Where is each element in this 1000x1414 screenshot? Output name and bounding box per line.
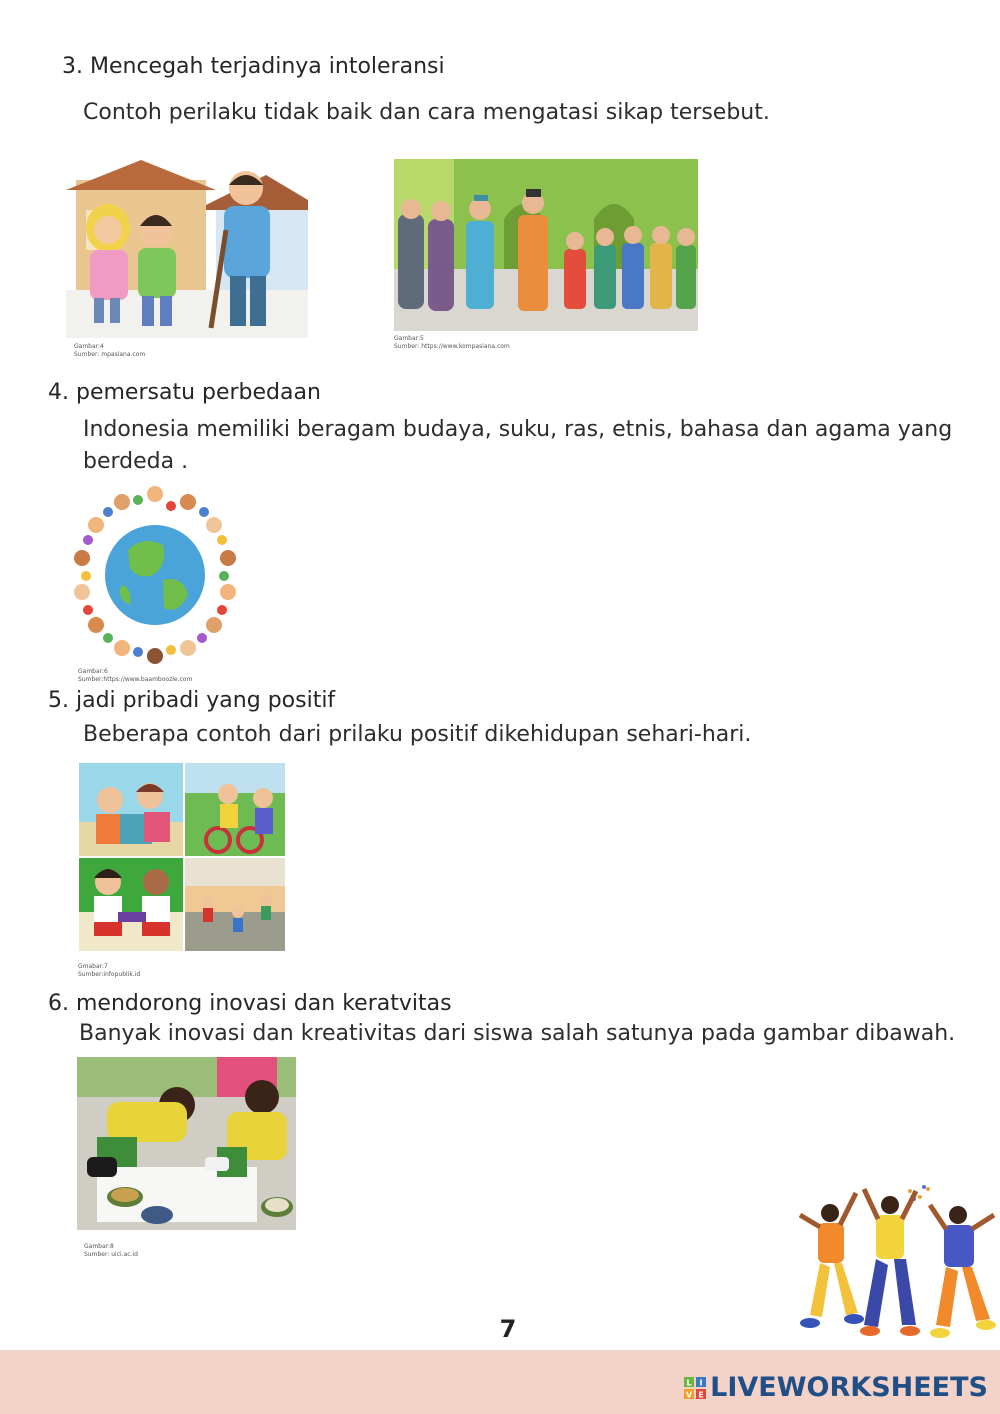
section-3-text: Contoh perilaku tidak baik dan cara mengatasi sikap tersebut. — [83, 100, 770, 125]
image-diverse-world — [68, 480, 242, 665]
figure-8-source: Sumber: uici.ac.id — [84, 1251, 138, 1258]
figure-6-label: Gambar:6 — [78, 668, 108, 675]
section-4-text: Indonesia memiliki beragam budaya, suku, ras, etnis, bahasa dan agama yang berdeda . — [83, 417, 953, 474]
brand-logo-area[interactable] — [684, 1372, 988, 1403]
svg-text:L: L — [686, 1378, 692, 1387]
svg-text:E: E — [698, 1390, 704, 1399]
figure-7-label: Gmabar:7 — [78, 963, 108, 970]
figure-7-source: Sumber:infopublik.id — [78, 971, 141, 978]
section-6-text: Banyak inovasi dan kreativitas dari siswa salah satunya pada gambar dibawah. — [79, 1021, 956, 1046]
section-3-heading: 3. Mencegah terjadinya intoleransi — [62, 54, 445, 79]
svg-text:V: V — [686, 1390, 693, 1399]
figure-8-label: Gambar:8 — [84, 1243, 114, 1250]
page-number: 7 — [499, 1315, 517, 1343]
section-5-text: Beberapa contoh dari prilaku positif dikehidupan sehari-hari. — [83, 722, 752, 747]
dancing-people-illustration — [790, 1185, 1000, 1345]
liveworksheets-logo-icon — [684, 1377, 706, 1399]
brand-name: LIVEWORKSHEETS — [710, 1372, 988, 1403]
section-5-heading: 5. jadi pribadi yang positif — [48, 688, 336, 713]
section-6-heading: 6. mendorong inovasi dan keratvitas — [48, 991, 452, 1016]
svg-text:I: I — [699, 1378, 703, 1387]
figure-5-label: Gambar:5 — [394, 335, 424, 342]
figure-4-label: Gambar:4 — [74, 343, 104, 350]
section-4-heading: 4. pemersatu perbedaan — [48, 380, 321, 405]
figure-6-source: Sumber:https://www.baamboozle.com — [78, 676, 193, 683]
image-positive-behavior-grid — [78, 762, 286, 952]
figure-5-source: Sumber: https://www.kompasiana.com — [394, 343, 510, 350]
image-greeting-scene — [394, 159, 698, 331]
image-intolerance-scene — [66, 160, 308, 338]
image-students-creativity — [77, 1057, 296, 1230]
figure-4-source: Sumber: mpasiana.com — [74, 351, 146, 358]
